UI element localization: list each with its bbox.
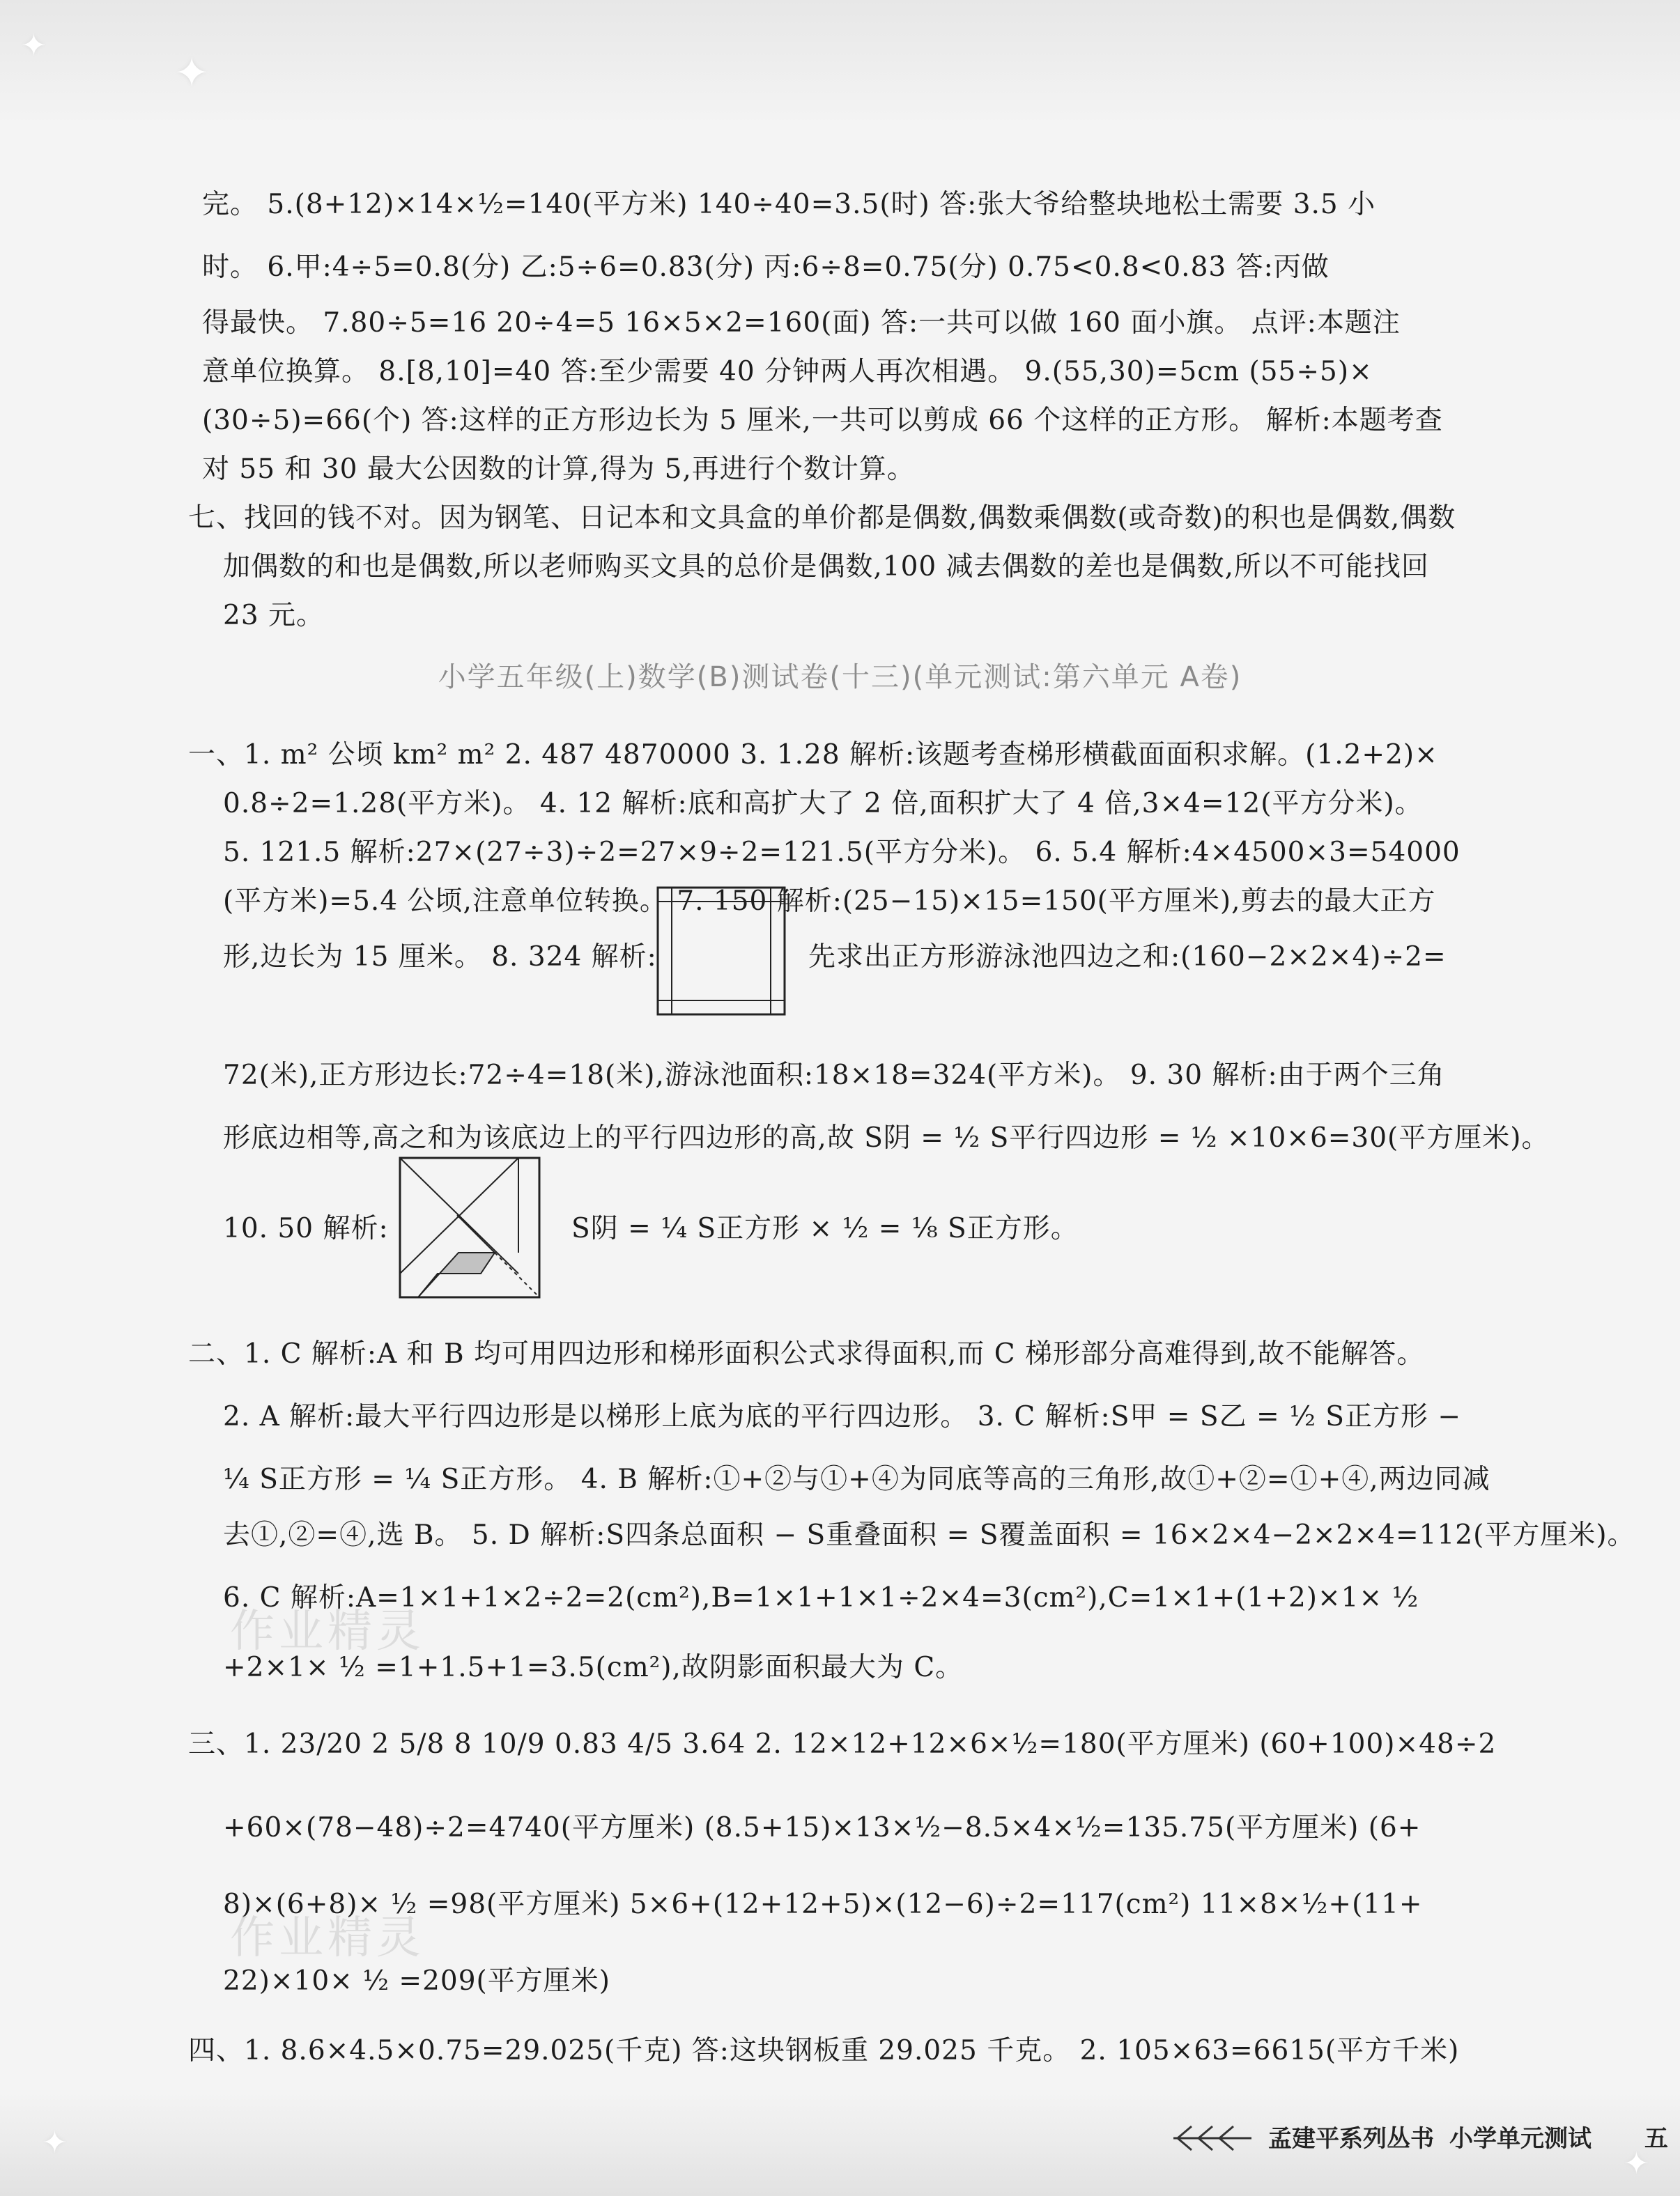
text-line: 形底边相等,高之和为该底边上的平行四边形的高,故 S阴 = ½ S平行四边形 = ½ ×10×6=30(平方厘米)。	[223, 1122, 1550, 1154]
text-line: 三、1. 23/20 2 5/8 8 10/9 0.83 4/5 3.64 2. 12×12+12×6×½=180(平方厘米) (60+100)×48÷2	[188, 1729, 1497, 1760]
sparkle-icon: ✦	[174, 49, 210, 98]
text-line: 去①,②=④,选 B。 5. D 解析:S四条总面积 − S重叠面积 = S覆盖面积 = 16×2×4−2×2×4=112(平方厘米)。	[223, 1520, 1635, 1551]
text-line: 6. C 解析:A=1×1+1×2÷2=2(cm²),B=1×1+1×1÷2×4=3(cm²),C=1×1+(1+2)×1× ½	[223, 1582, 1419, 1614]
text-line: 23 元。	[223, 600, 325, 631]
text-line: 二、1. C 解析:A 和 B 均可用四边形和梯形面积公式求得面积,而 C 梯形部分高难得到,故不能解答。	[188, 1338, 1425, 1370]
text-line: 72(米),正方形边长:72÷4=18(米),游泳池面积:18×18=324(平方米)。 9. 30 解析:由于两个三角	[223, 1060, 1445, 1091]
arrow-icon	[1171, 2121, 1254, 2169]
text-line: 对 55 和 30 最大公因数的计算,得为 5,再进行个数计算。	[202, 454, 915, 485]
pool-diagram	[655, 885, 787, 1017]
text-line: (30÷5)=66(个) 答:这样的正方形边长为 5 厘米,一共可以剪成 66 个这样的正方形。 解析:本题考查	[202, 405, 1443, 436]
text-line: 四、1. 8.6×4.5×0.75=29.025(千克) 答:这块钢板重 29.025 千克。 2. 105×63=6615(平方千米)	[188, 2035, 1460, 2066]
pool-outer-square	[658, 888, 785, 1014]
grade-label: 五	[1644, 2125, 1668, 2153]
q10-line: 10. 50 解析: S阴 = ¼ S正方形 × ½ = ⅛ S正方形。	[223, 1213, 1079, 1244]
watermark: 作业精灵	[230, 1606, 425, 1657]
watermark: 作业精灵	[230, 1912, 425, 1964]
sparkle-icon: ✦	[42, 2125, 68, 2160]
text-line: +60×(78−48)÷2=4740(平方厘米) (8.5+15)×13×½−8.5×4×½=135.75(平方厘米) (6+	[223, 1812, 1421, 1843]
text-line: 5. 121.5 解析:27×(27÷3)÷2=27×9÷2=121.5(平方分米)。 6. 5.4 解析:4×4500×3=54000	[223, 837, 1461, 868]
book-title: 小学单元测试	[1449, 2125, 1592, 2153]
text-line: (平方米)=5.4 公顷,注意单位转换。 7. 150 解析:(25−15)×15=150(平方厘米),剪去的最大正方	[223, 886, 1436, 917]
text-line: 0.8÷2=1.28(平方米)。 4. 12 解析:底和高扩大了 2 倍,面积扩大了 4 倍,3×4=12(平方分米)。	[223, 788, 1423, 819]
book-series: 孟建平系列丛书	[1268, 2125, 1434, 2153]
shaded-region	[418, 1253, 495, 1297]
sparkle-icon: ✦	[21, 28, 47, 63]
text-line: 加偶数的和也是偶数,所以老师购买文具的总价是偶数,100 减去偶数的差也是偶数,所以不可能找回	[223, 551, 1430, 582]
text-line: 8)×(6+8)× ½ =98(平方厘米) 5×6+(12+12+5)×(12−6)÷2=117(cm²) 11×8×½+(11+	[223, 1889, 1423, 1920]
square-shaded-diagram	[397, 1155, 544, 1301]
text-line: ¼ S正方形 = ¼ S正方形。 4. B 解析:①+②与①+④为同底等高的三角形,故①+②=①+④,两边同减	[223, 1464, 1490, 1495]
section-title: 小学五年级(上)数学(B)测试卷(十三)(单元测试:第六单元 A卷)	[438, 661, 1242, 693]
text-line: +2×1× ½ =1+1.5+1=3.5(cm²),故阴影面积最大为 C。	[223, 1652, 964, 1683]
text-line: 七、找回的钱不对。因为钢笔、日记本和文具盒的单价都是偶数,偶数乘偶数(或奇数)的积也是偶数,偶数	[188, 502, 1456, 534]
text-line: 2. A 解析:最大平行四边形是以梯形上底为底的平行四边形。 3. C 解析:S甲 = S乙 = ½ S正方形 −	[223, 1401, 1462, 1432]
text-line: 完。 5.(8+12)×14×½=140(平方米) 140÷40=3.5(时) 答:张大爷给整块地松土需要 3.5 小	[202, 189, 1376, 220]
text-line: 得最快。 7.80÷5=16 20÷4=5 16×5×2=160(面) 答:一共可以做 160 面小旗。 点评:本题注	[202, 307, 1401, 339]
text-line: 22)×10× ½ =209(平方厘米)	[223, 1965, 610, 1997]
footer	[1129, 2118, 1680, 2160]
text-line: 一、1. m² 公顷 km² m² 2. 487 4870000 3. 1.28 解析:该题考查梯形横截面面积求解。(1.2+2)×	[188, 739, 1438, 771]
top-shading	[0, 0, 1680, 125]
text-line: 意单位换算。 8.[8,10]=40 答:至少需要 40 分钟两人再次相遇。 9.(55,30)=5cm (55÷5)×	[202, 356, 1373, 387]
dashed-line	[495, 1253, 539, 1297]
text-line: 时。 6.甲:4÷5=0.8(分) 乙:5÷6=0.83̇(分) 丙:6÷8=0.75(分) 0.75<0.8<0.83̇ 答:丙做	[202, 252, 1330, 283]
sparkle-icon: ✦	[1624, 2146, 1649, 2181]
q8-line: 形,边长为 15 厘米。 8. 324 解析: 先求出正方形游泳池四边之和:(160−2×2×4)÷2=	[223, 941, 1447, 973]
inner-line	[457, 1215, 495, 1253]
